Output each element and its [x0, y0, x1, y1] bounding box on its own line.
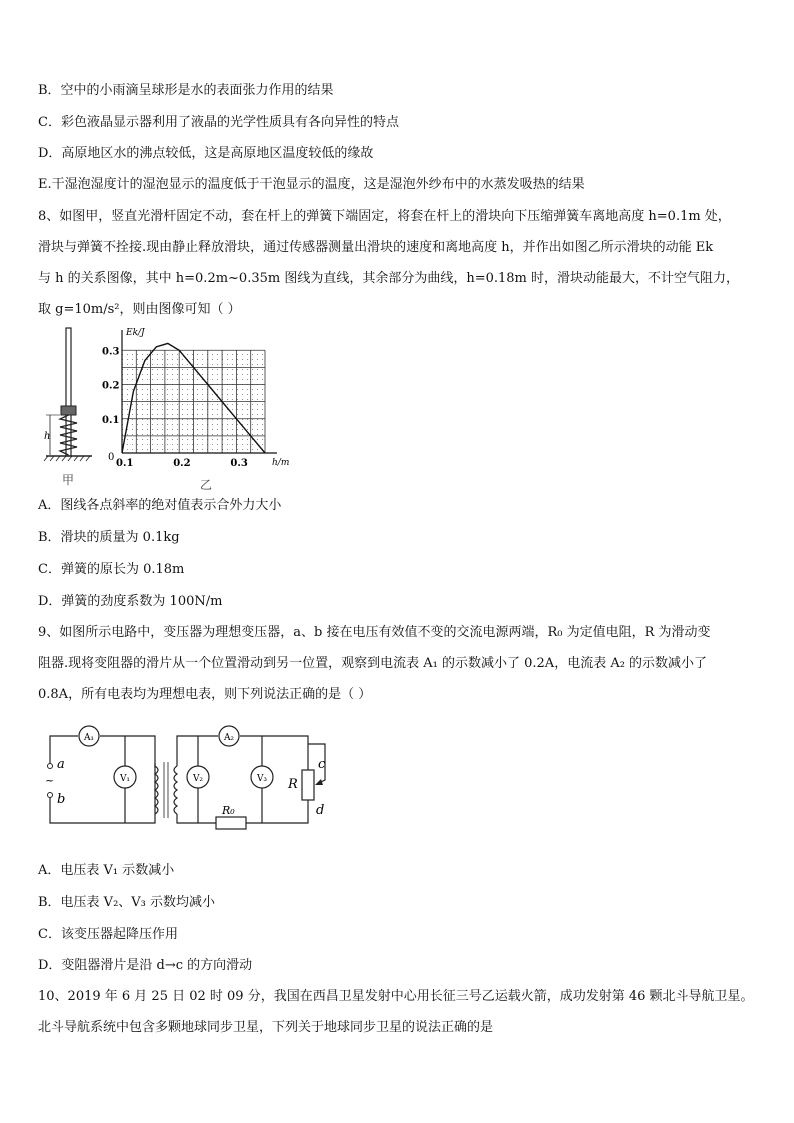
y-tick-label: 0.3 — [102, 346, 120, 358]
q8-stem-line-3: 与 h 的关系图像，其中 h=0.2m~0.35m 图线为直线，其余部分为曲线，h=0.18m 时，滑块动能最大，不计空气阻力， — [38, 271, 740, 286]
q10-stem-line-1: 10、2019 年 6 月 25 日 02 时 09 分，我国在西昌卫星发射中心用长征三号乙运载火箭，成功发射第 46 颗北斗导航卫星。 — [38, 989, 754, 1004]
rheostat-r — [302, 770, 314, 800]
spring — [60, 415, 77, 455]
terminal-a-label: a — [57, 757, 65, 772]
y-axis-label: Ek/J — [126, 328, 145, 338]
q8-option-d: D．弹簧的劲度系数为 100N/m — [38, 594, 223, 609]
q7-option-d: D．高原地区水的沸点较低，这是高原地区温度较低的缘故 — [38, 146, 374, 161]
q9-stem-line-1: 9、如图所示电路中，变压器为理想变压器，a、b 接在电压有效值不变的交流电源两端，R₀ 为定值电阻，R 为滑动变 — [38, 625, 711, 640]
q8-stem-line-4: 取 g=10m/s²，则由图像可知（ ） — [38, 302, 241, 317]
x-tick-label: 0.3 — [230, 458, 248, 469]
q9-option-a: A．电压表 V₁ 示数减小 — [38, 863, 175, 878]
origin-label: 0 — [108, 452, 115, 463]
y-tick-label: 0.2 — [102, 380, 120, 392]
q9-option-c: C．该变压器起降压作用 — [38, 927, 178, 942]
primary-coil — [155, 766, 158, 814]
ammeter-a2-label: A₂ — [223, 733, 235, 743]
figure-circuit-diagram — [40, 718, 340, 838]
q9-option-d: D．变阻器滑片是沿 d→c 的方向滑动 — [38, 958, 253, 973]
q7-option-e: E.干湿泡湿度计的湿泡显示的温度低于干泡显示的温度，这是湿泡外纱布中的水蒸发吸热的结果 — [38, 177, 585, 192]
q8-stem-line-1: 8、如图甲，竖直光滑杆固定不动，套在杆上的弹簧下端固定，将套在杆上的滑块向下压缩弹簧车离地高度 h=0.1m 处， — [38, 209, 731, 224]
terminal-b-label: b — [57, 792, 66, 807]
q7-option-c: C．彩色液晶显示器利用了液晶的光学性质具有各向异性的特点 — [38, 115, 399, 130]
x-tick-label: 0.1 — [116, 458, 134, 469]
ammeter-a1-label: A₁ — [83, 733, 95, 743]
ac-source-symbol: ~ — [45, 774, 55, 787]
q9-stem-line-2: 阻器.现将变阻器的滑片从一个位置滑动到另一位置，观察到电流表 A₁ 的示数减小了 0.2A，电流表 A₂ 的示数减小了 — [38, 656, 708, 671]
x-tick-label: 0.2 — [173, 458, 191, 469]
voltmeter-v1-label: V₁ — [119, 774, 131, 784]
resistor-r0-label: R₀ — [222, 804, 235, 817]
q8-option-a: A．图线各点斜率的绝对值表示合外力大小 — [38, 498, 282, 513]
q10-stem-line-2: 北斗导航系统中包含多颗地球同步卫星，下列关于地球同步卫星的说法正确的是 — [38, 1020, 494, 1035]
q9-option-b: B．电压表 V₂、V₃ 示数均减小 — [38, 895, 216, 910]
figure-yi-label: 乙 — [200, 478, 213, 492]
q7-option-b: B．空中的小雨滴呈球形是水的表面张力作用的结果 — [38, 83, 334, 98]
q8-stem-line-2: 滑块与弹簧不拴接.现由静止释放滑块，通过传感器测量出滑块的速度和离地高度 h，并作出如图乙所示滑块的动能 Ek — [38, 240, 714, 255]
resistor-r0 — [216, 817, 246, 829]
q8-option-c: C．弹簧的原长为 0.18m — [38, 562, 185, 577]
secondary-coil — [174, 766, 177, 814]
voltmeter-v2-label: V₂ — [192, 774, 204, 784]
rheostat-r-label: R — [288, 777, 298, 792]
x-axis-label: h/m — [272, 458, 290, 468]
figure-jia-label: 甲 — [62, 473, 75, 486]
figure-yi-ek-h-chart — [100, 322, 300, 492]
q8-option-b: B．滑块的质量为 0.1kg — [38, 530, 180, 545]
terminal-d-label: d — [316, 803, 325, 818]
y-tick-label: 0.1 — [102, 414, 120, 426]
terminal-c-label: c — [318, 757, 326, 772]
q9-stem-line-3: 0.8A，所有电表均为理想电表，则下列说法正确的是（ ） — [38, 687, 372, 702]
slider-block — [61, 406, 76, 415]
height-label: h — [44, 431, 51, 442]
voltmeter-v3-label: V₃ — [256, 774, 268, 784]
